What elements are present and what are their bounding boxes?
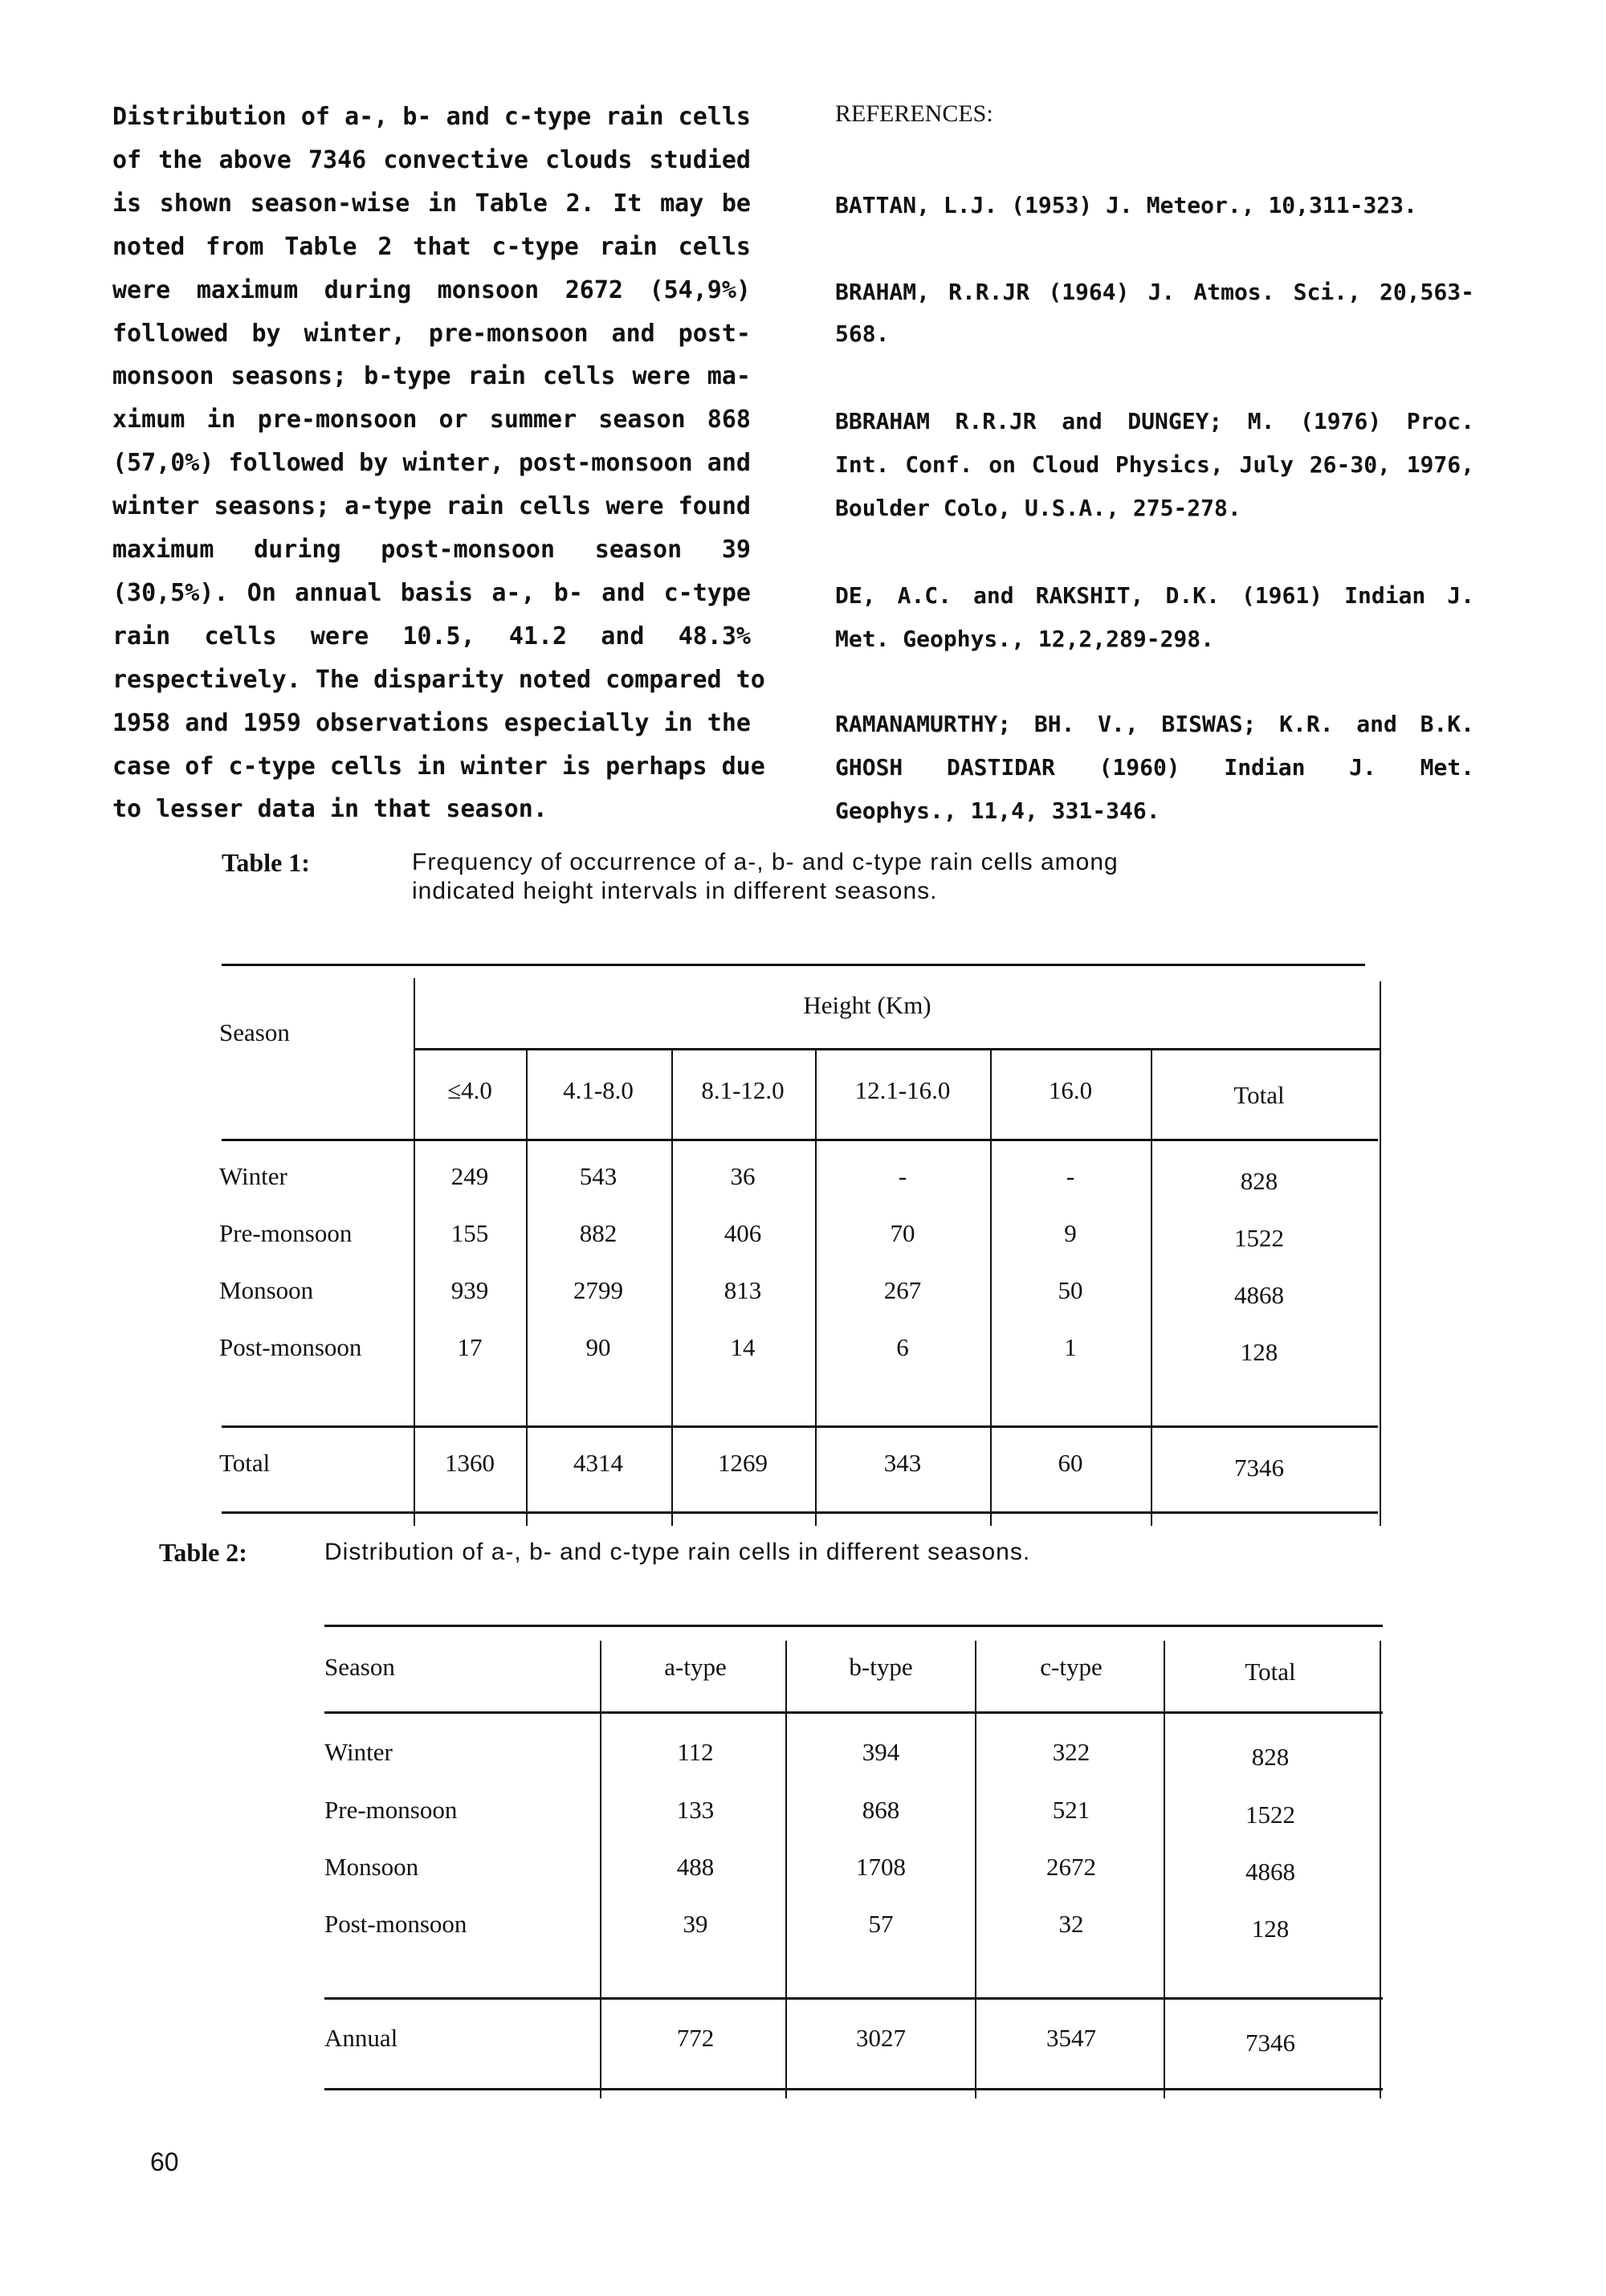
reference-entry-line: Int. Conf. on Cloud Physics, July 26-30, 1976, — [835, 451, 1474, 478]
body-text-line: winter seasons; a-type rain cells were found — [112, 492, 751, 521]
table-cell: 882 — [579, 1219, 618, 1247]
table-cell: 36 — [730, 1162, 756, 1190]
table-cell: 9 — [1064, 1219, 1077, 1247]
table-cell: 406 — [724, 1219, 762, 1247]
body-text-line: 1958 and 1959 observations especially in the — [112, 708, 751, 737]
row-season: Monsoon — [219, 1276, 314, 1304]
total-cell: 60 — [1058, 1449, 1083, 1477]
column-header: Total — [1233, 1081, 1285, 1109]
table-column-rule — [526, 1048, 528, 1526]
row-season: Winter — [324, 1738, 393, 1766]
column-header: 16.0 — [1048, 1076, 1093, 1104]
total-cell: 772 — [676, 2024, 715, 2052]
body-text-line: monsoon seasons; b-type rain cells were ma- — [112, 362, 751, 391]
body-text-line: to lesser data in that season. — [112, 795, 548, 824]
total-cell: 4314 — [573, 1449, 623, 1477]
table-column-rule — [600, 1641, 601, 2098]
reference-entry-line: Geophys., 11,4, 331-346. — [835, 797, 1160, 824]
table-cell: 1708 — [856, 1853, 906, 1881]
total-cell: 3547 — [1046, 2024, 1096, 2052]
table-cell: 543 — [579, 1162, 618, 1190]
table-cell: 112 — [677, 1738, 714, 1766]
body-text-line: followed by winter, pre-monsoon and post- — [112, 319, 751, 348]
reference-entry-line: GHOSH DASTIDAR (1960) Indian J. Met. — [835, 754, 1474, 781]
body-text-line: (57,0%) followed by winter, post-monsoon and — [112, 449, 751, 478]
table-cell: 4868 — [1245, 1858, 1295, 1886]
table2-label: Table 2: — [159, 1538, 247, 1567]
row-season: Post-monsoon — [219, 1333, 362, 1361]
table-cell: 828 — [1251, 1743, 1290, 1771]
reference-entry-line: Boulder Colo, U.S.A., 275-278. — [835, 495, 1241, 521]
table-cell: 90 — [585, 1333, 611, 1361]
table-rule — [324, 1625, 1383, 1627]
column-header: ≤4.0 — [447, 1076, 492, 1104]
table-cell: 1522 — [1245, 1801, 1295, 1829]
column-header: 4.1-8.0 — [563, 1076, 634, 1104]
total-cell: 1360 — [445, 1449, 495, 1477]
table-cell: 249 — [450, 1162, 489, 1190]
row-season: Pre-monsoon — [324, 1796, 458, 1824]
reference-entry-line: Met. Geophys., 12,2,289-298. — [835, 626, 1215, 652]
table-cell: 50 — [1058, 1276, 1083, 1304]
table-cell: 155 — [450, 1219, 489, 1247]
total-cell: 343 — [883, 1449, 922, 1477]
reference-entry-line: BATTAN, L.J. (1953) J. Meteor., 10,311-323. — [835, 192, 1417, 218]
table-cell: - — [1066, 1162, 1075, 1190]
table-cell: 488 — [676, 1853, 715, 1881]
table-column-rule — [1380, 981, 1381, 1526]
column-header: Total — [1245, 1658, 1296, 1686]
table-cell: 6 — [896, 1333, 909, 1361]
table-cell: 322 — [1052, 1738, 1090, 1766]
body-text-line: ximum in pre-monsoon or summer season 868 — [112, 406, 751, 434]
column-header: 8.1-12.0 — [701, 1076, 785, 1104]
table-rule — [414, 1048, 1380, 1050]
body-text-line: respectively. The disparity noted compared to — [112, 665, 765, 694]
table-rule — [222, 1425, 1378, 1428]
table-cell: 2799 — [573, 1276, 623, 1304]
table-column-rule — [1380, 1641, 1381, 2098]
column-header: c-type — [1040, 1653, 1103, 1681]
reference-entry-line: RAMANAMURTHY; BH. V., BISWAS; K.R. and B.K. — [835, 711, 1474, 737]
column-header: 12.1-16.0 — [854, 1076, 951, 1104]
table-column-rule — [1164, 1641, 1165, 2098]
table-rule — [222, 1511, 1378, 1514]
table-rule — [222, 964, 1365, 966]
table-cell: 57 — [868, 1910, 894, 1938]
column-header: Season — [324, 1653, 395, 1681]
table-column-rule — [1151, 1048, 1152, 1526]
row-total-label: Total — [219, 1449, 271, 1477]
row-annual-label: Annual — [324, 2024, 398, 2052]
table-cell: 32 — [1058, 1910, 1084, 1938]
body-text-line: is shown season-wise in Table 2. It may be — [112, 189, 751, 218]
table1-caption-line-2: indicated height intervals in different seasons. — [412, 878, 938, 904]
row-season: Winter — [219, 1162, 287, 1190]
total-cell: 7346 — [1245, 2029, 1295, 2057]
column-header: a-type — [664, 1653, 727, 1681]
table-cell: 394 — [862, 1738, 900, 1766]
row-season: Pre-monsoon — [219, 1219, 353, 1247]
reference-entry-line: 568. — [835, 320, 890, 347]
reference-entry-line: BRAHAM, R.R.JR (1964) J. Atmos. Sci., 20,563- — [835, 279, 1474, 305]
body-text-line: were maximum during monsoon 2672 (54,9%) — [112, 275, 751, 304]
season-header: Season — [219, 1018, 290, 1046]
table-cell: 70 — [890, 1219, 915, 1247]
table2-caption: Distribution of a-, b- and c-type rain cells in different seasons. — [324, 1539, 1031, 1565]
page-number: 60 — [150, 2147, 179, 2176]
row-season: Post-monsoon — [324, 1910, 467, 1938]
table-cell: 4868 — [1234, 1281, 1284, 1309]
table1-label: Table 1: — [222, 848, 310, 877]
body-text-line: maximum during post-monsoon season 39 — [112, 536, 751, 564]
table-cell: 1 — [1064, 1333, 1077, 1361]
body-text-line: noted from Table 2 that c-type rain cells — [112, 232, 751, 261]
row-season: Monsoon — [324, 1853, 419, 1881]
table-cell: 939 — [450, 1276, 489, 1304]
reference-entry-line: BBRAHAM R.R.JR and DUNGEY; M. (1976) Proc. — [835, 408, 1474, 434]
table-cell: 1522 — [1234, 1224, 1284, 1252]
table-cell: 828 — [1240, 1167, 1278, 1195]
total-cell: 1269 — [718, 1449, 768, 1477]
table-column-rule — [414, 978, 415, 1526]
body-text-line: case of c-type cells in winter is perhaps due — [112, 752, 765, 781]
table-column-rule — [785, 1641, 787, 2098]
table-cell: 128 — [1240, 1338, 1278, 1366]
table-cell: 17 — [457, 1333, 483, 1361]
table-cell: - — [898, 1162, 907, 1190]
table-cell: 521 — [1052, 1796, 1090, 1824]
body-text-line: (30,5%). On annual basis a-, b- and c-type — [112, 578, 751, 607]
table-cell: 14 — [730, 1333, 756, 1361]
table-cell: 133 — [676, 1796, 715, 1824]
body-text-line: of the above 7346 convective clouds studied — [112, 145, 751, 174]
table1-caption-line-1: Frequency of occurrence of a-, b- and c-type rain cells among — [412, 849, 1119, 875]
body-text-line: rain cells were 10.5, 41.2 and 48.3% — [112, 622, 751, 650]
table-cell: 39 — [683, 1910, 708, 1938]
table-column-rule — [990, 1048, 992, 1526]
table-cell: 813 — [724, 1276, 762, 1304]
references-heading: REFERENCES: — [835, 100, 993, 127]
table-column-rule — [815, 1048, 817, 1526]
height-group-header: Height (Km) — [803, 991, 931, 1019]
table-cell: 128 — [1251, 1915, 1290, 1943]
table-column-rule — [671, 1048, 673, 1526]
table-cell: 868 — [862, 1796, 900, 1824]
total-cell: 3027 — [856, 2024, 906, 2052]
table-cell: 2672 — [1046, 1853, 1096, 1881]
reference-entry-line: DE, A.C. and RAKSHIT, D.K. (1961) Indian J. — [835, 582, 1474, 609]
table-rule — [324, 2088, 1383, 2090]
column-header: b-type — [849, 1653, 913, 1681]
table-rule — [222, 1139, 1378, 1141]
table-rule — [324, 1997, 1383, 2000]
total-cell: 7346 — [1234, 1454, 1284, 1482]
table-cell: 267 — [883, 1276, 922, 1304]
table-rule — [324, 1711, 1383, 1714]
table-column-rule — [975, 1641, 976, 2098]
body-text-line: Distribution of a-, b- and c-type rain cells — [112, 103, 751, 131]
